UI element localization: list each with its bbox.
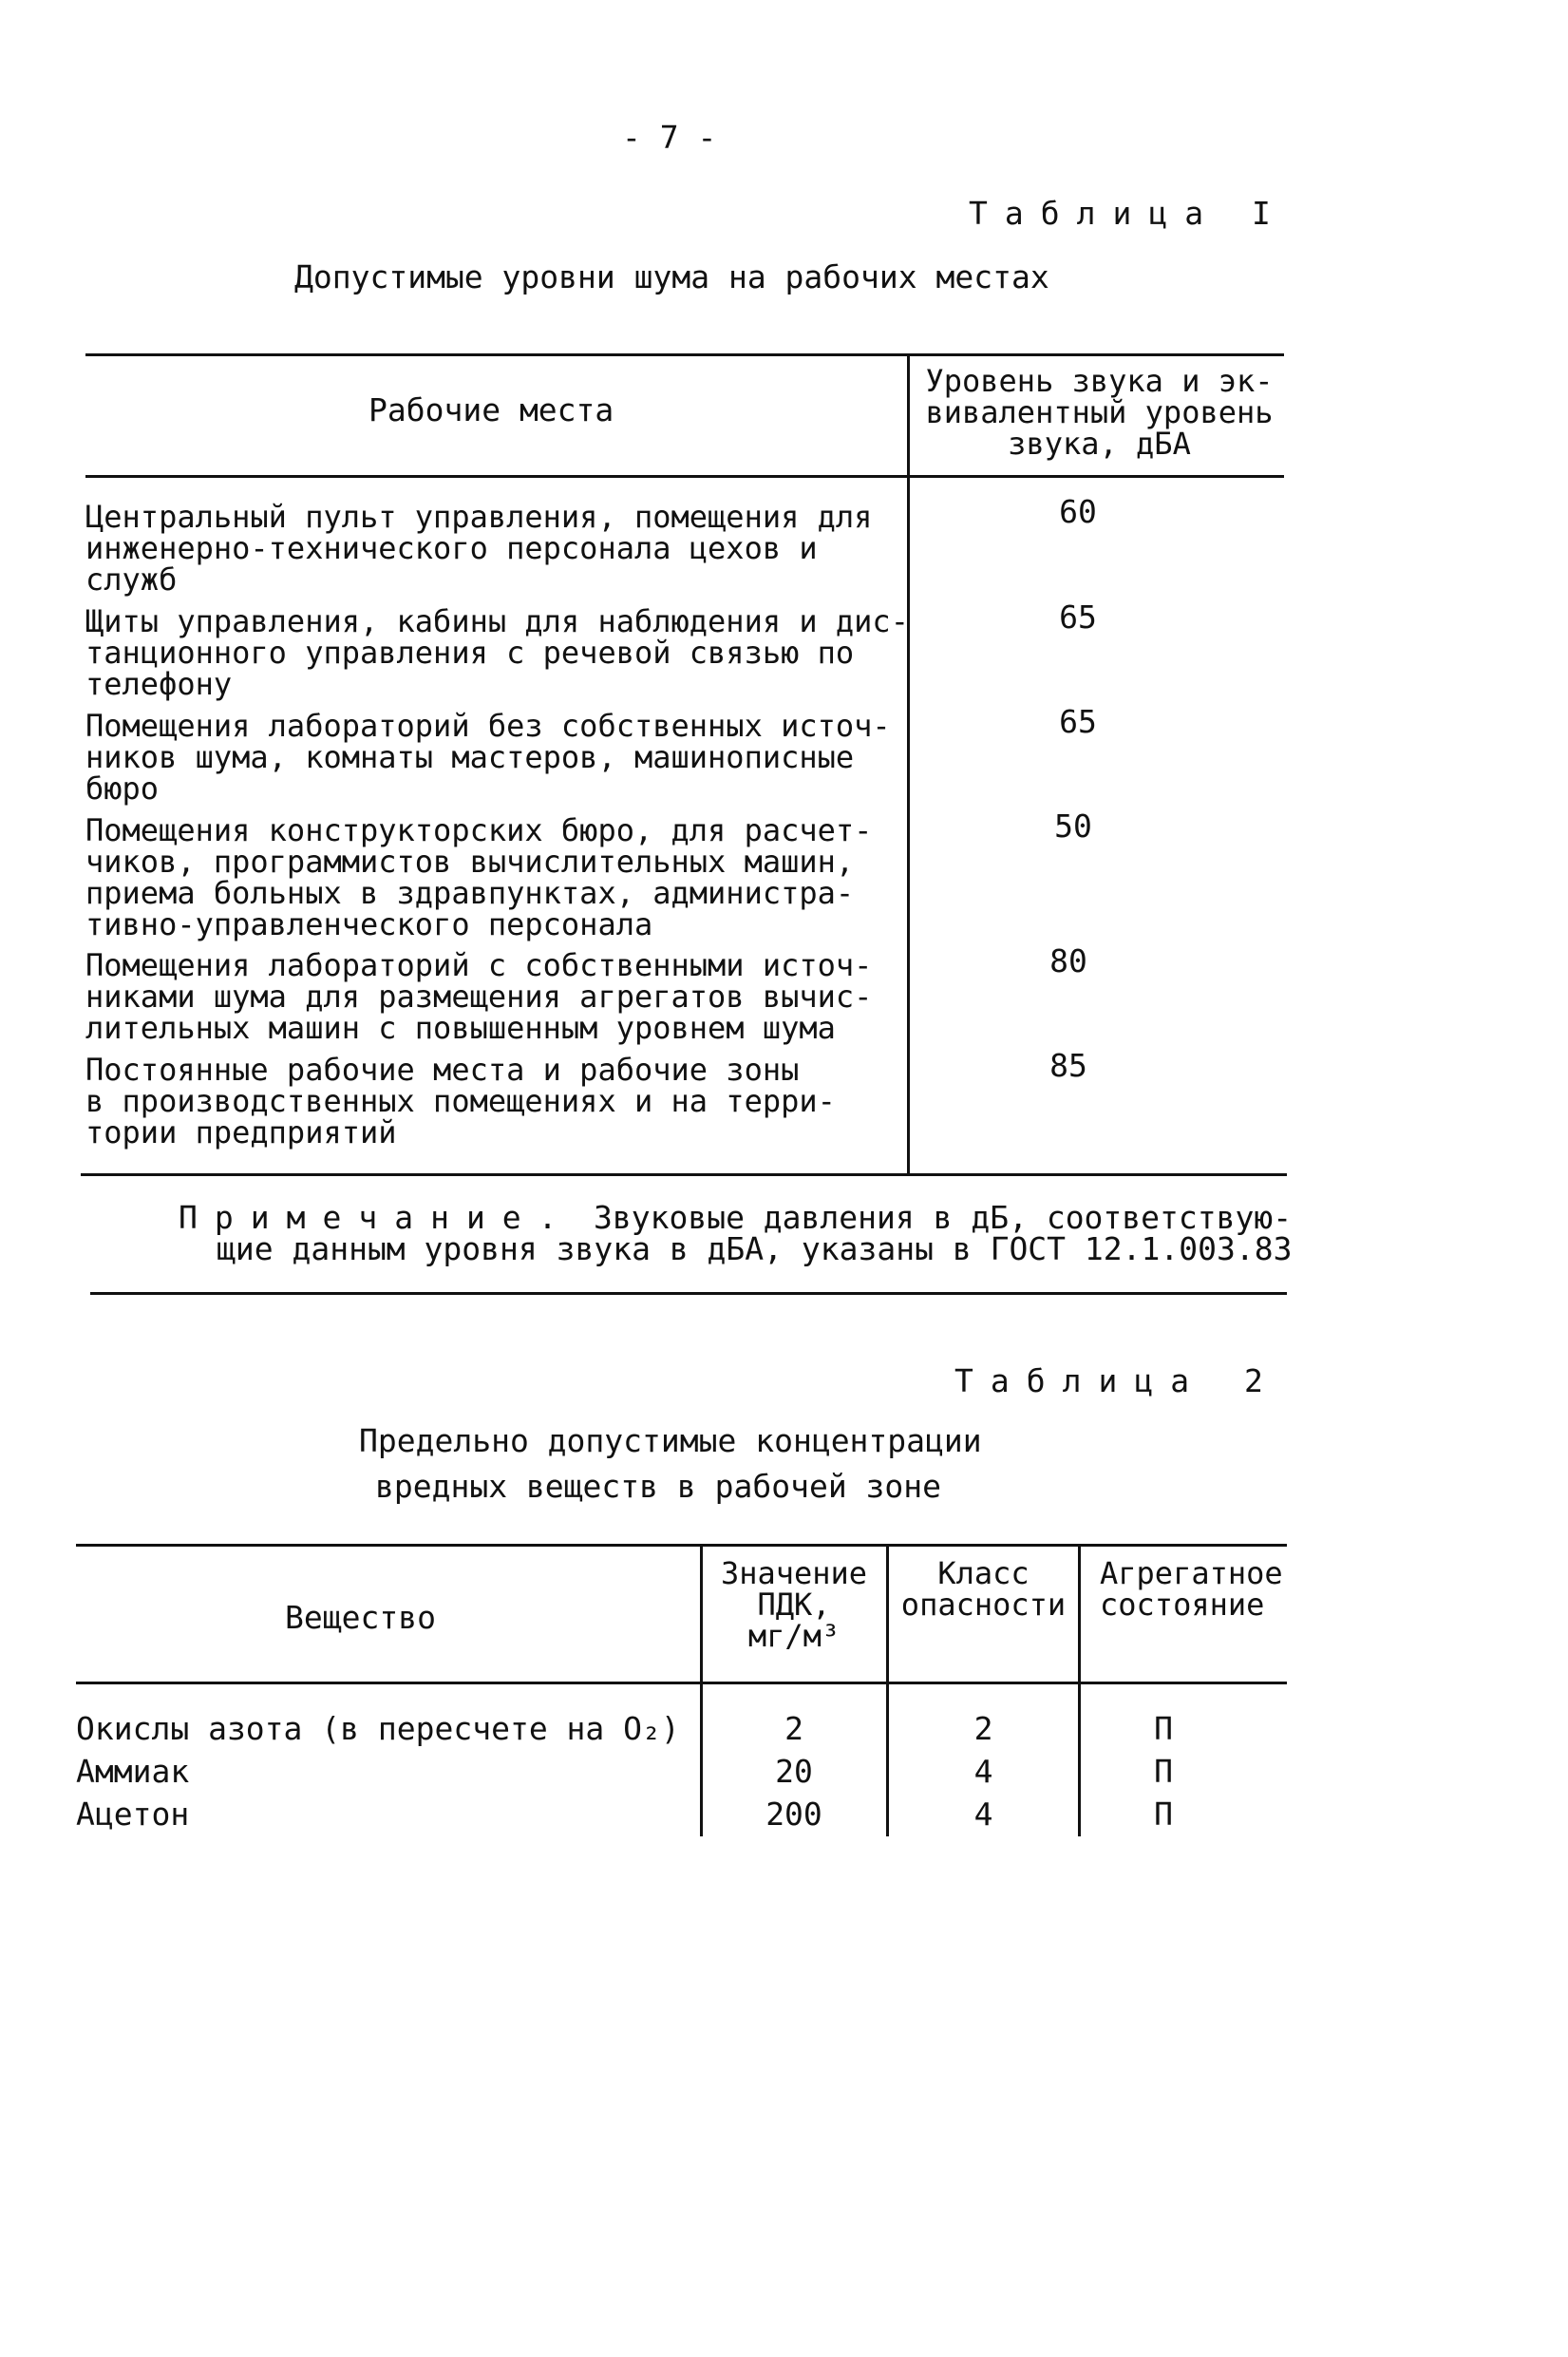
note-label: Примечание. (179, 1199, 575, 1236)
table1-header-level (916, 363, 1282, 462)
table1-row-value: 85 (1049, 1047, 1087, 1084)
table2-cell-pdk: 2 (784, 1710, 803, 1747)
table2-header-class-line1: Класс (937, 1555, 1030, 1591)
row-text-line: Помещения лабораторий с собственными источ- (85, 947, 873, 983)
table2-cell-pdk: 200 (765, 1796, 822, 1833)
table2-cell-pdk: 20 (775, 1753, 813, 1790)
table1-row (85, 499, 873, 598)
table2-top-rule (76, 1544, 1287, 1547)
table2-cell-class: 2 (973, 1710, 993, 1747)
table1-header-level-line3: звука, дБА (1008, 426, 1191, 462)
table1-row-value: 50 (1054, 808, 1092, 845)
table1-header-workplace: Рабочие места (368, 391, 614, 428)
table1-row (85, 708, 891, 807)
table1-title: Допустимые уровни шума на рабочих местах (294, 258, 1049, 295)
table1-row-value: 80 (1049, 942, 1087, 979)
table1-row (85, 1052, 836, 1150)
table1-row (85, 812, 873, 942)
row-text-line: танционного управления с речевой связью по (85, 635, 855, 671)
table2-cell-state: П (1154, 1710, 1173, 1747)
row-text-line: чиков, программистов вычислительных машин, (85, 844, 855, 880)
table2-header-rule (76, 1682, 1287, 1684)
table2-header-pdk-line2: ПДК, (757, 1587, 831, 1623)
row-text-line: служб (85, 561, 178, 598)
table2-number: 2 (1244, 1362, 1263, 1399)
table2-cell-class: 4 (973, 1796, 993, 1833)
row-text-line: бюро (85, 770, 160, 807)
table2-cell-substance: Аммиак (76, 1753, 190, 1790)
table2-divider-pdk (700, 1544, 703, 1836)
table2-cell-class: 4 (973, 1753, 993, 1790)
page-number: - 7 - (622, 119, 717, 156)
table2-header-state (1100, 1555, 1283, 1623)
table2-header-pdk-line3: мг/м³ (747, 1618, 841, 1654)
table1-number: I (1252, 195, 1271, 232)
table2-header-pdk (705, 1555, 883, 1654)
table1-header-rule (85, 475, 1284, 478)
row-text-line: Щиты управления, кабины для наблюдения и дис- (85, 603, 909, 639)
table2-cell-state: П (1154, 1796, 1173, 1833)
row-text-line: Помещения лабораторий без собственных источ- (85, 708, 891, 744)
row-text-line: тории предприятий (85, 1114, 397, 1150)
table2-divider-class (886, 1544, 889, 1836)
table1-header-level-line1: Уровень звука и эк- (925, 363, 1274, 399)
table2-divider-state (1078, 1544, 1081, 1836)
note-text-line1: Звуковые давления в дБ, соответствую- (594, 1199, 1293, 1236)
table2-header-class-line2: опасности (900, 1587, 1067, 1623)
row-text-line: никами шума для размещения агрегатов вычис- (85, 979, 873, 1015)
table2-header-class (891, 1555, 1076, 1623)
table2-cell-substance: Ацетон (76, 1796, 190, 1833)
table2-header-pdk-line1: Значение (720, 1555, 868, 1591)
table2-title-line2: вредных веществ в рабочей зоне (375, 1468, 942, 1505)
table1-row-value: 65 (1059, 599, 1097, 636)
table2-cell-substance: Окислы азота (в пересчете на O₂) (76, 1710, 680, 1747)
table1-top-rule (85, 353, 1284, 356)
table1-label: Таблица (969, 195, 1221, 232)
row-text-line: тивно-управленческого персонала (85, 906, 653, 942)
table1-row-value: 60 (1059, 493, 1097, 530)
row-text-line: инженерно-технического персонала цехов и (85, 530, 818, 566)
row-text-line: телефону (85, 666, 233, 702)
table1-row-value: 65 (1059, 703, 1097, 740)
table2-header-state-line2: состояние (1100, 1587, 1265, 1623)
table2-title-line1: Предельно допустимые концентрации (359, 1422, 982, 1459)
table2-header-substance: Вещество (285, 1599, 436, 1636)
row-text-line: в производственных помещениях и на терри- (85, 1083, 836, 1119)
note-bottom-rule (90, 1292, 1287, 1295)
table2-cell-state: П (1154, 1753, 1173, 1790)
table2-label: Таблица (954, 1362, 1207, 1399)
row-text-line: приема больных в здравпунктах, администра- (85, 875, 855, 911)
row-text-line: Центральный пульт управления, помещения для (85, 499, 873, 535)
table1-header-level-line2: вивалентный уровень (925, 394, 1274, 430)
table1-row (85, 603, 909, 702)
note-text-line2: щие данным уровня звука в дБА, указаны в ГОСТ 12.1.003.83 (217, 1230, 1293, 1267)
row-text-line: Помещения конструкторских бюро, для расчет- (85, 812, 873, 848)
table2-header-state-line1: Агрегатное (1100, 1555, 1283, 1591)
row-text-line: ников шума, комнаты мастеров, машинописные (85, 739, 855, 775)
table1-bottom-rule (81, 1173, 1287, 1176)
row-text-line: лительных машин с повышенным уровнем шума (85, 1010, 836, 1046)
table1-row (85, 947, 873, 1046)
row-text-line: Постоянные рабочие места и рабочие зоны (85, 1052, 800, 1088)
